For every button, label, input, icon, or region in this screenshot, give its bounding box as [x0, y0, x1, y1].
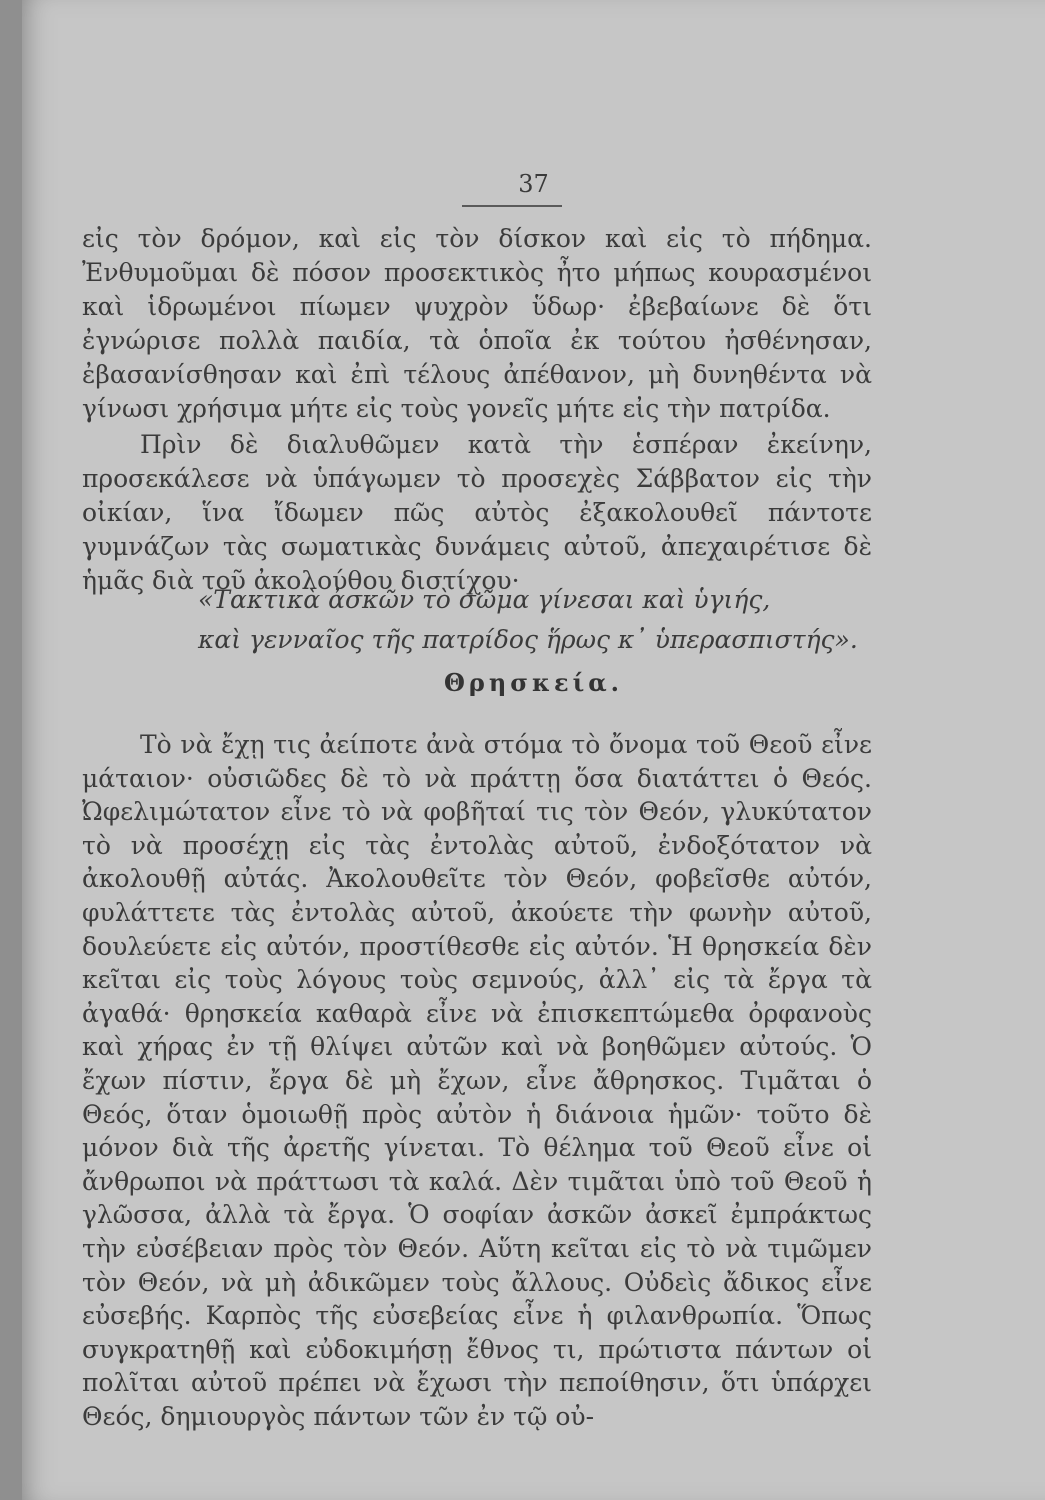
couplet-quote	[198, 580, 898, 660]
couplet-line-1: «Τακτικὰ ἀσκῶν τὸ σῶμα γίνεσαι καὶ ὑγιής,	[198, 585, 771, 614]
paragraph-invitation: Πρὶν δὲ διαλυθῶμεν κατὰ τὴν ἑσπέραν ἐκείνην, προσεκάλεσε νὰ ὑπάγωμεν τὸ προσεχὲς Σάββατον εἰς τὴν οἰκίαν, ἵνα ἴδωμεν πῶς αὐτὸς ἐξακολουθεῖ πάντοτε γυμνάζων τὰς σωματικὰς δυνάμεις αὐτοῦ, ἀπεχαιρέτισε δὲ ἡμᾶς διὰ τοῦ ἀκολούθου διστίχου·	[82, 430, 872, 595]
paragraph-exercise-memory: εἰς τὸν δρόμον, καὶ εἰς τὸν δίσκον καὶ εἰς τὸ πήδημα. Ἐνθυμοῦμαι δὲ πόσον προσεκτικὸς ἦτο μήπως κουρασμένοι καὶ ἱδρωμένοι πίωμεν ψυχρὸν ὕδωρ· ἐβεβαίωνε δὲ ὅτι ἐγνώρισε πολλὰ παιδία, τὰ ὁποῖα ἐκ τούτου ἠσθένησαν, ἐβασανίσθησαν καὶ ἐπὶ τέλους ἀπέθανον, μὴ δυνηθέντα νὰ γίνωσι χρήσιμα μήτε εἰς τοὺς γονεῖς μήτε εἰς τὴν πατρίδα.	[82, 224, 872, 423]
section-heading: Θρησκεία.	[443, 668, 624, 697]
book-page	[22, 0, 1045, 1500]
paragraph-religion: Τὸ νὰ ἔχῃ τις ἀείποτε ἀνὰ στόμα τὸ ὄνομα τοῦ Θεοῦ εἶνε μάταιον· οὐσιῶδες δὲ τὸ νὰ πράττῃ ὅσα διατάττει ὁ Θεός. Ὠφελιμώτατον εἶνε τὸ νὰ φοβῆταί τις τὸν Θεόν, γλυκύτατον τὸ νὰ προσέχῃ εἰς τὰς ἐντολὰς αὐτοῦ, ἐνδοξότατον νὰ ἀκολουθῇ αὐτάς. Ἀκολουθεῖτε τὸν Θεόν, φοβεῖσθε αὐτόν, φυλάττετε τὰς ἐντολὰς αὐτοῦ, ἀκούετε τὴν φωνὴν αὐτοῦ, δουλεύετε εἰς αὐτόν, προστίθεσθε εἰς αὐτόν. Ἡ θρησκεία δὲν κεῖται εἰς τοὺς λόγους τοὺς σεμνούς, ἀλλ᾽ εἰς τὰ ἔργα τὰ ἀγαθά· θρησκεία καθαρὰ εἶνε νὰ ἐπισκεπτώμεθα ὀρφανοὺς καὶ χήρας ἐν τῇ θλίψει αὐτῶν καὶ νὰ βοηθῶμεν αὐτούς. Ὁ ἔχων πίστιν, ἔργα δὲ μὴ ἔχων, εἶνε ἄθρησκος. Τιμᾶται ὁ Θεός, ὅταν ὁμοιωθῇ πρὸς αὐτὸν ἡ διάνοια ἡμῶν· τοῦτο δὲ μόνον διὰ τῆς ἀρετῆς γίνεται. Τὸ θέλημα τοῦ Θεοῦ εἶνε οἱ ἄνθρωποι νὰ πράττωσι τὰ καλά. Δὲν τιμᾶται ὑπὸ τοῦ Θεοῦ ἡ γλῶσσα, ἀλλὰ τὰ ἔργα. Ὁ σοφίαν ἀσκῶν ἀσκεῖ ἐμπράκτως τὴν εὐσέβειαν πρὸς τὸν Θεόν. Αὕτη κεῖται εἰς τὸ νὰ τιμῶμεν τὸν Θεόν, νὰ μὴ ἀδικῶμεν τοὺς ἄλλους. Οὐδεὶς ἄδικος εἶνε εὐσεβής. Καρπὸς τῆς εὐσεβείας εἶνε ἡ φιλανθρωπία. Ὅπως συγκρατηθῇ καὶ εὐδοκιμήσῃ ἔθνος τι, πρώτιστα πάντων οἱ πολῖται αὐτοῦ πρέπει νὰ ἔχωσι τὴν πεποίθησιν, ὅτι ὑπάρχει Θεός, δημιουργὸς πάντων τῶν ἐν τῷ οὐ-	[82, 730, 872, 1431]
couplet-line-2: καὶ γενναῖος τῆς πατρίδος ἥρως κ᾽ ὑπερασπιστής».	[198, 625, 858, 654]
page-number: 37	[518, 170, 549, 198]
header-rule	[462, 205, 562, 207]
